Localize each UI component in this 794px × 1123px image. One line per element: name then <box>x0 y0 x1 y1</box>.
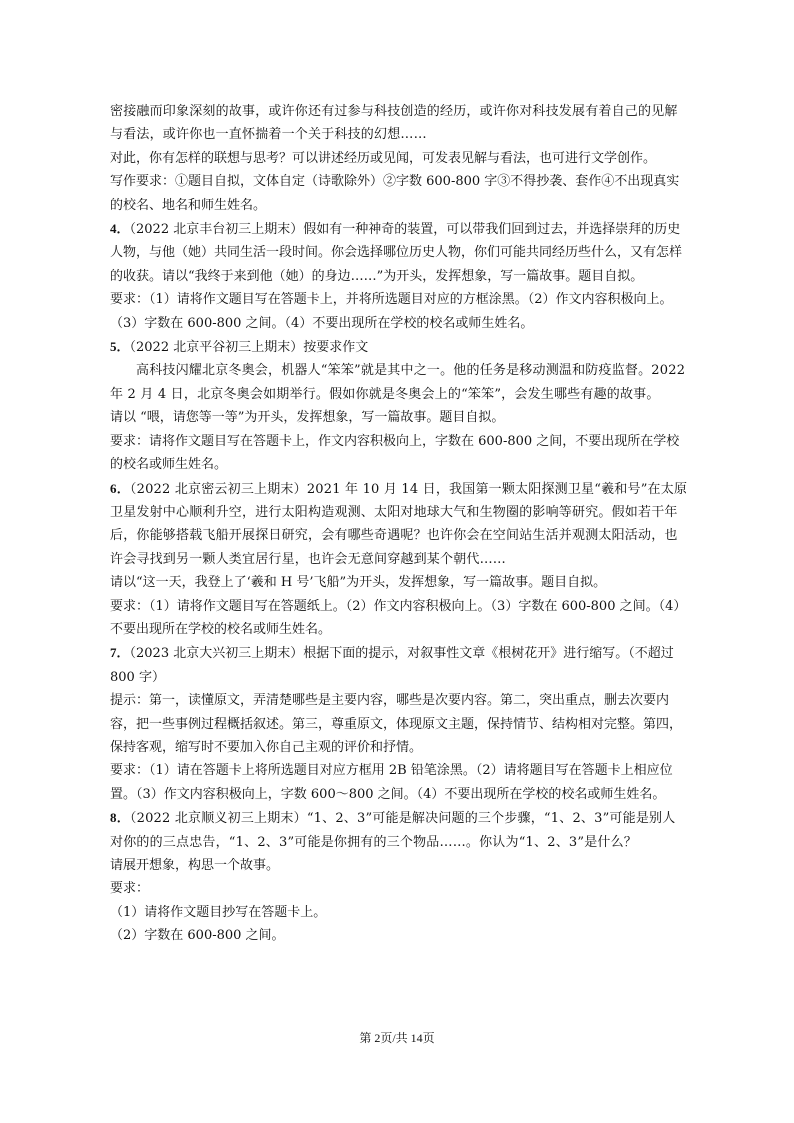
paragraph <box>110 901 688 924</box>
paragraph <box>110 571 688 594</box>
paragraph-text: 对此，你有怎样的联想与思考？可以讲述经历或见闻，可发表见解与看法，也可进行文学创作。 <box>110 150 657 166</box>
paragraph-text: 密接融而印象深刻的故事，或许你还有过参与科技创造的经历，或许你对科技发展有着自己的见解与看法，或许你也一直怀揣着一个关于科技的幻想…… <box>110 104 678 143</box>
paragraph-text: 要求： <box>110 881 150 897</box>
paragraph <box>110 877 688 900</box>
paragraph-text: （2022 北京顺义初三上期末）“1、2、3”可能是解决问题的三个步骤，“1、2、3”可能是别人对你的的三点忠告，“1、2、3”可能是你拥有的三个物品……。你认为“1、2、3”是什么？ <box>110 811 676 850</box>
question-paragraph <box>110 641 688 689</box>
question-number: 6． <box>110 480 130 496</box>
paragraph <box>110 430 688 477</box>
paragraph-text: 请以 “喂，请您等一等”为开头，发挥想象，写一篇故事。题目自拟。 <box>110 410 505 426</box>
paragraph-text: 要求：（1）请将作文题目写在答题纸上。（2）作文内容积极向上。（3）字数在 600-800 之间。（4）不要出现所在学校的校名或师生姓名。 <box>110 598 687 637</box>
paragraph-text: 请以“这一天，我登上了‘羲和 H 号’飞船”为开头，发挥想象，写一篇故事。题目自拟。 <box>110 575 607 591</box>
paragraph-text: （2022 北京平谷初三上期末）按要求作文 <box>129 340 369 356</box>
question-paragraph <box>110 217 688 288</box>
paragraph <box>110 406 688 429</box>
paragraph-text: （2）字数在 600-800 之间。 <box>110 928 285 944</box>
paragraph-text: 要求：（1）请在答题卡上将所选题目对应方框用 2B 铅笔涂黑。（2）请将题目写在答题卡上相应位置。（3）作文内容积极向上，字数 600～800 之间。（4）不要出现所在学校的校名或师生姓名。 <box>110 763 673 802</box>
question-number: 7． <box>110 645 130 661</box>
paragraph <box>110 288 688 335</box>
question-number: 8． <box>110 810 130 826</box>
paragraph-text: 请展开想象，构思一个故事。 <box>110 858 280 873</box>
paragraph <box>110 924 688 947</box>
page-footer: 第 2页/共 14页 <box>359 1031 435 1045</box>
paragraph <box>110 359 688 406</box>
question-paragraph <box>110 477 688 572</box>
paragraph-text: 要求：请将作文题目写在答题卡上，作文内容积极向上，字数在 600-800 之间，不要出现所在学校的校名或师生姓名。 <box>110 433 680 473</box>
paragraph <box>110 854 688 877</box>
paragraph-text: 要求：（1）请将作文题目写在答题卡上，并将所选题目对应的方框涂黑。（2）作文内容积极向上。（3）字数在 600-800 之间。（4）不要出现所在学校的校名或师生姓名。 <box>110 292 673 331</box>
question-number: 5． <box>110 339 130 355</box>
paragraph-text: 高科技闪耀北京冬奥会，机器人“笨笨”就是其中之一。他的任务是移动测温和防疫监督。2022 年 2 月 4 日，北京冬奥会如期举行。假如你就是冬奥会上的“笨笨”，会发生哪些有趣的故事。 <box>110 363 686 402</box>
question-paragraph <box>110 335 688 359</box>
paragraph-text: （2023 北京大兴初三上期末）根据下面的提示，对叙事性文章《根树花开》进行缩写。（不超过 800 字） <box>110 646 674 685</box>
paragraph-text: 写作要求：①题目自拟，文体自定（诗歌除外）②字数 600-800 字③不得抄袭、套作④不出现真实的校名、地名和师生姓名。 <box>110 174 680 213</box>
paragraph-text: （2022 北京丰台初三上期末）假如有一种神奇的装置，可以带我们回到过去，并选择崇拜的历史人物，与他（她）共同生活一段时间。你会选择哪位历史人物，你们可能共同经历些什么，又有怎样的收获。请以“我终于来到他（她）的身边……”为开头，发挥想象，写一篇故事。题目自拟。 <box>110 222 683 284</box>
paragraph-text: 提示：第一，读懂原文，弄清楚哪些是主要内容，哪些是次要内容。第二，突出重点，删去次要内容，把一些事例过程概括叙述。第三，尊重原文，体现原文主题，保持情节、结构相对完整。第四，保持客观，缩写时不要加入你自己主观的评价和抒情。 <box>110 693 683 755</box>
question-number: 4． <box>110 221 130 237</box>
paragraph <box>110 689 688 759</box>
paragraph <box>110 595 688 642</box>
paragraph-text: （1）请将作文题目抄写在答题卡上。 <box>110 904 327 920</box>
paragraph <box>110 759 688 806</box>
paragraph <box>110 170 688 217</box>
paragraph <box>110 147 688 170</box>
document-body <box>110 100 688 948</box>
paragraph-text: （2022 北京密云初三上期末）2021 年 10 月 14 日，我国第一颗太阳探测卫星“羲和号”在太原卫星发射中心顺利升空，进行太阳构造观测、太阳对地球大气和生物圈的影响等研究。假如若干年后，你能够搭载飞船开展探日研究，会有哪些奇遇呢？也许你会在空间站生活并观测太阳活动，也许会寻找到另一颗人类宜居行星，也许会无意间穿越到某个朝代…… <box>110 481 688 567</box>
paragraph <box>110 100 688 147</box>
question-paragraph <box>110 806 688 854</box>
